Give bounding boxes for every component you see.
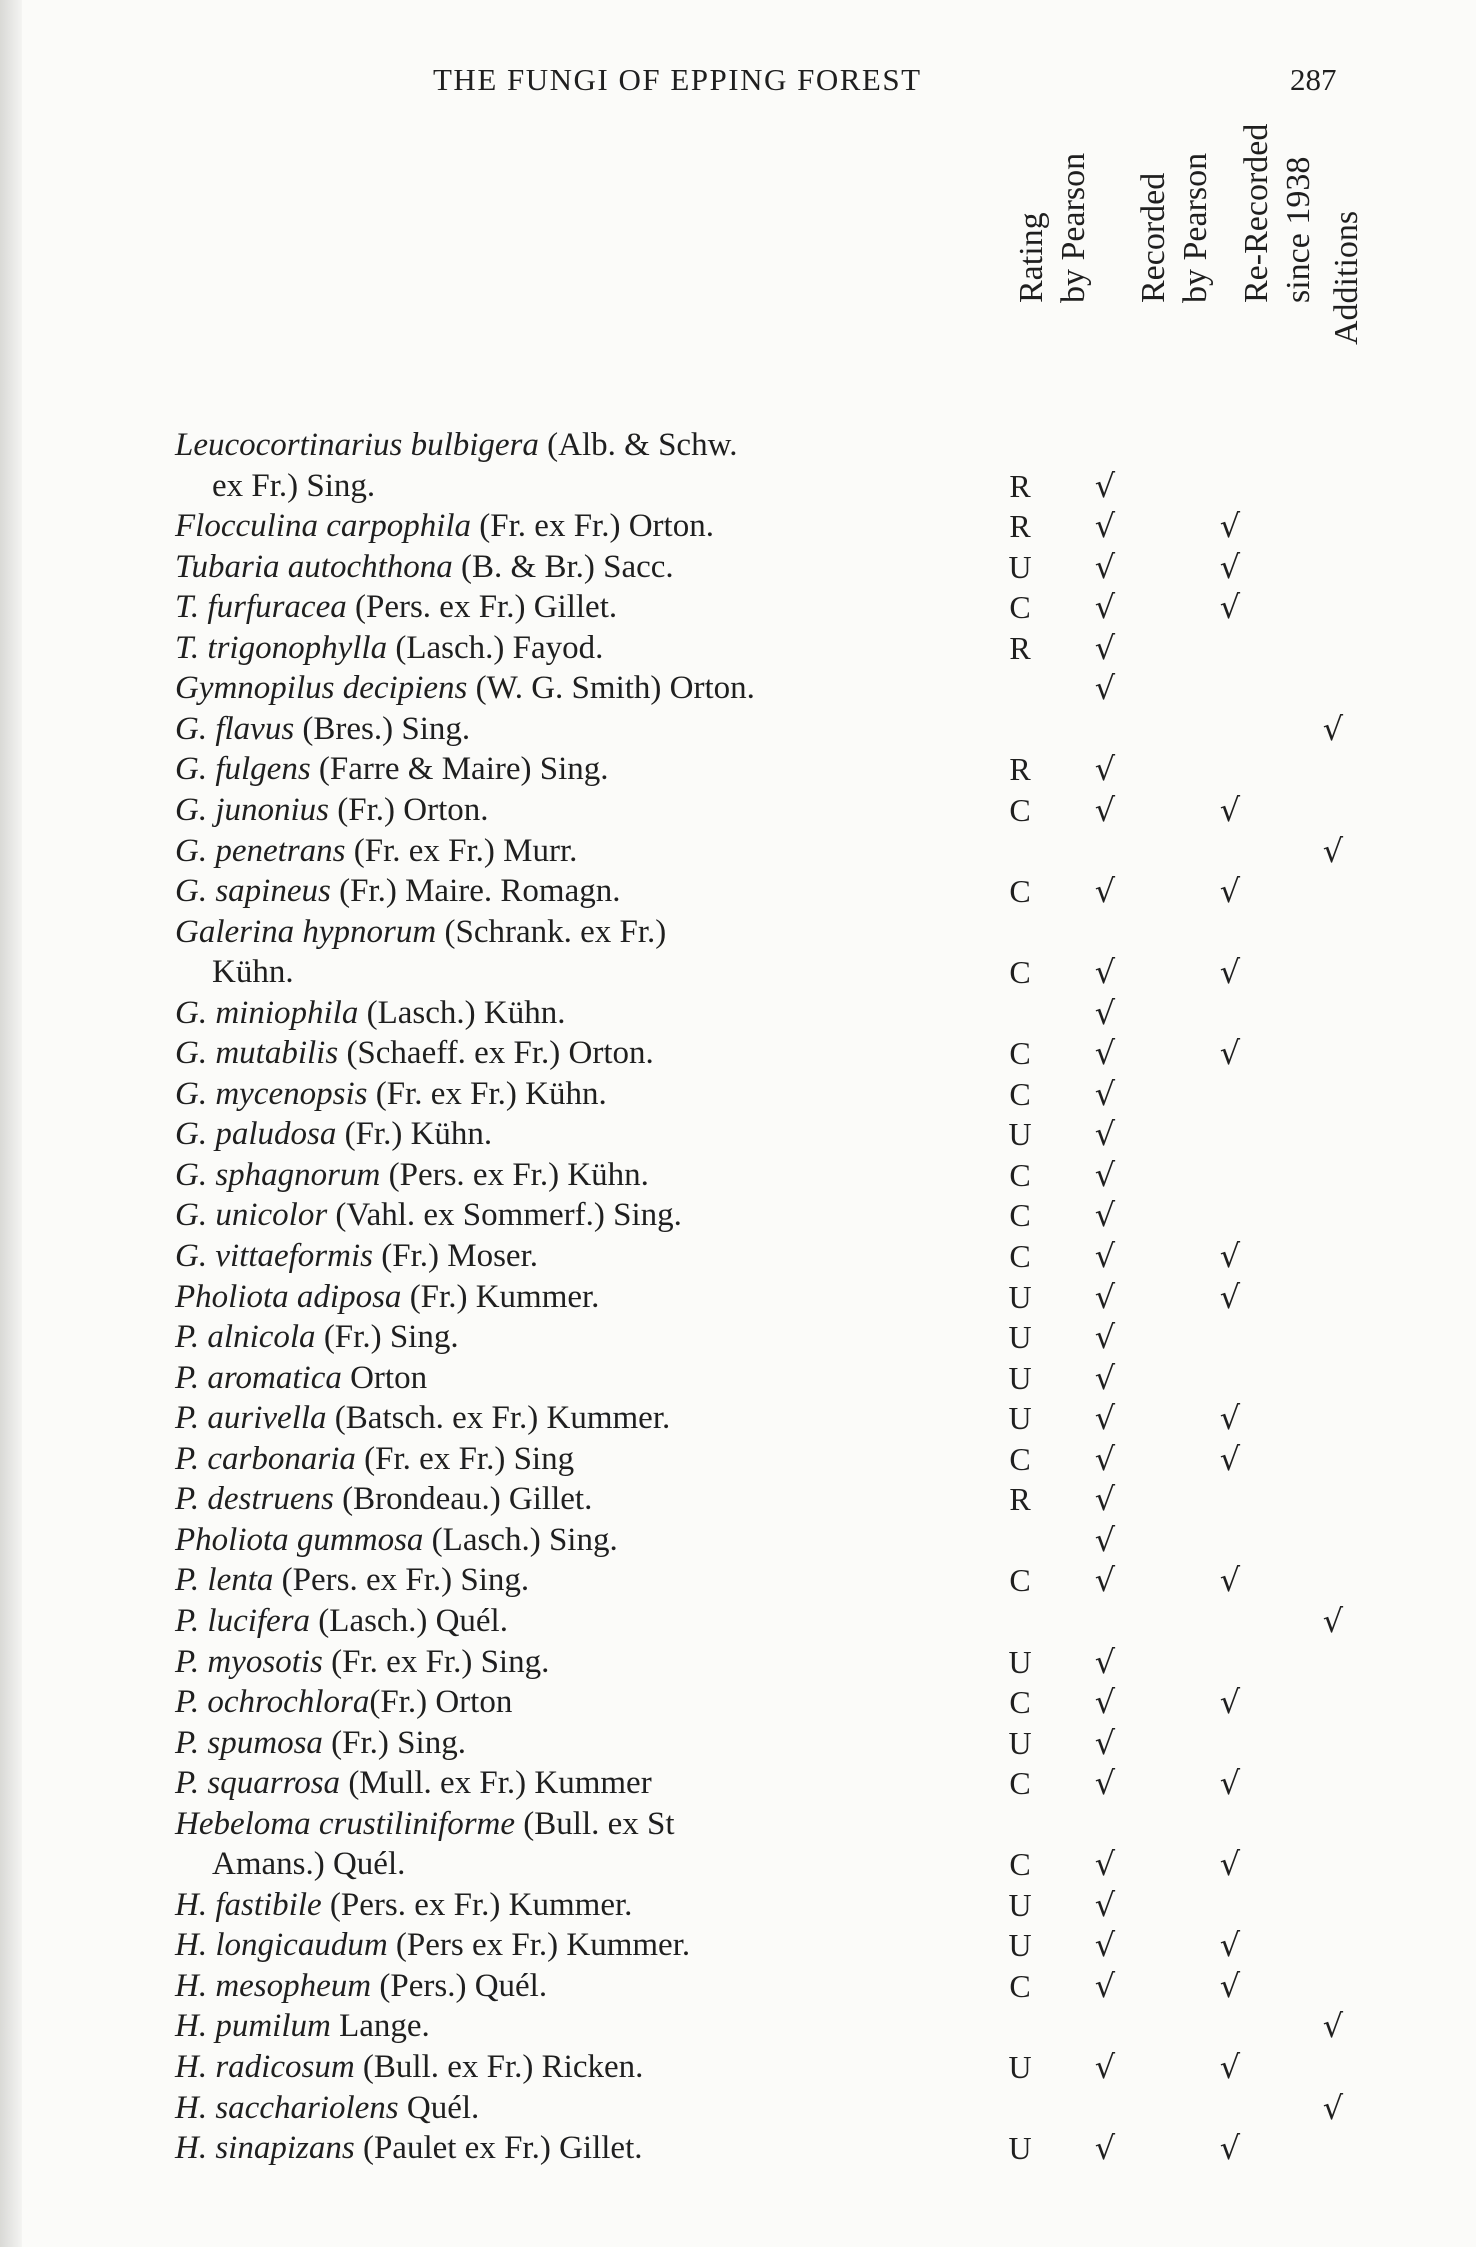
species-row bbox=[0, 1560, 1476, 1600]
species-name bbox=[175, 628, 603, 668]
recorded-tick-mark: √ bbox=[1094, 588, 1116, 626]
recorded-tick-mark: √ bbox=[1094, 1359, 1116, 1397]
species-authority: (Fr.) Kühn. bbox=[336, 1116, 493, 1152]
species-name bbox=[175, 1601, 508, 1641]
rating-value: U bbox=[1008, 549, 1032, 585]
rating-value: C bbox=[1009, 1684, 1031, 1720]
addition-tick-mark: √ bbox=[1322, 2007, 1344, 2045]
species-binomial: P. lenta bbox=[175, 1562, 274, 1598]
species-authority: (Fr.) Orton. bbox=[329, 792, 489, 828]
column-header-recorded bbox=[1085, 152, 1214, 387]
species-row bbox=[0, 749, 1476, 789]
recorded-tick-mark: √ bbox=[1094, 791, 1116, 829]
species-binomial: G. miniophila bbox=[175, 995, 359, 1031]
species-row bbox=[0, 1398, 1476, 1438]
recorded-tick-mark: √ bbox=[1094, 1440, 1116, 1478]
species-name bbox=[175, 1642, 549, 1682]
column-header-rerecorded-label: Re-Recorded since 1938 bbox=[1238, 123, 1317, 303]
rating-value: U bbox=[1008, 1116, 1032, 1152]
species-authority: (Fr. ex Fr.) Orton. bbox=[471, 508, 714, 544]
species-binomial: H. radicosum bbox=[175, 2049, 355, 2085]
species-row bbox=[0, 912, 1476, 952]
species-binomial: G. mutabilis bbox=[175, 1035, 339, 1071]
species-row bbox=[0, 506, 1476, 546]
species-row bbox=[0, 587, 1476, 627]
rerecorded-tick-mark: √ bbox=[1219, 1561, 1241, 1599]
rerecorded-tick-mark: √ bbox=[1219, 1967, 1241, 2005]
recorded-tick-mark: √ bbox=[1094, 953, 1116, 991]
species-name bbox=[175, 506, 714, 546]
column-header-rating-label: Rating by Pearson bbox=[1013, 152, 1092, 303]
addition-tick-mark: √ bbox=[1322, 1602, 1344, 1640]
addition-tick-mark: √ bbox=[1322, 2089, 1344, 2127]
species-binomial: G. vittaeformis bbox=[175, 1238, 373, 1274]
rerecorded-tick-mark: √ bbox=[1219, 1399, 1241, 1437]
addition-tick-mark: √ bbox=[1322, 832, 1344, 870]
species-authority: (Batsch. ex Fr.) Kummer. bbox=[326, 1400, 671, 1436]
rating-value: C bbox=[1009, 1076, 1031, 1112]
species-authority: (Schaeff. ex Fr.) Orton. bbox=[338, 1035, 654, 1071]
rating-value: R bbox=[1009, 1481, 1031, 1517]
species-name bbox=[212, 1844, 405, 1884]
rating-value: U bbox=[1008, 2130, 1032, 2166]
rating-value: C bbox=[1009, 589, 1031, 625]
species-name bbox=[175, 1277, 599, 1317]
recorded-tick-mark: √ bbox=[1094, 1561, 1116, 1599]
recorded-tick-mark: √ bbox=[1094, 1683, 1116, 1721]
species-row bbox=[0, 790, 1476, 830]
recorded-tick-mark: √ bbox=[1094, 1724, 1116, 1762]
species-authority: (Lasch.) Sing. bbox=[423, 1522, 618, 1558]
rating-value: C bbox=[1009, 1441, 1031, 1477]
recorded-tick-mark: √ bbox=[1094, 467, 1116, 505]
rating-value: C bbox=[1009, 1238, 1031, 1274]
rating-value: C bbox=[1009, 1197, 1031, 1233]
species-authority: (Pers. ex Fr.) Kühn. bbox=[380, 1157, 649, 1193]
species-row bbox=[0, 1317, 1476, 1357]
recorded-tick-mark: √ bbox=[1094, 1318, 1116, 1356]
species-name bbox=[175, 1074, 607, 1114]
recorded-tick-mark: √ bbox=[1094, 1967, 1116, 2005]
recorded-tick-mark: √ bbox=[1094, 1196, 1116, 1234]
species-authority: (Lasch.) Quél. bbox=[310, 1603, 508, 1639]
rerecorded-tick-mark: √ bbox=[1219, 1278, 1241, 1316]
column-header-rating bbox=[963, 152, 1092, 387]
recorded-tick-mark: √ bbox=[1094, 994, 1116, 1032]
species-row bbox=[0, 1763, 1476, 1803]
species-name bbox=[175, 1155, 649, 1195]
column-header-rerecorded bbox=[1188, 123, 1317, 387]
species-row bbox=[0, 628, 1476, 668]
species-row bbox=[0, 871, 1476, 911]
species-name bbox=[175, 1520, 618, 1560]
species-binomial: P. squarrosa bbox=[175, 1765, 341, 1801]
species-binomial: Hebeloma crustiliniforme bbox=[175, 1806, 516, 1842]
rating-value: U bbox=[1008, 1319, 1032, 1355]
species-binomial: P. carbonaria bbox=[175, 1441, 356, 1477]
species-name bbox=[175, 709, 470, 749]
species-row bbox=[0, 668, 1476, 708]
species-authority: (W. G. Smith) Orton. bbox=[467, 670, 755, 706]
rerecorded-tick-mark: √ bbox=[1219, 1683, 1241, 1721]
species-authority: (Farre & Maire) Sing. bbox=[310, 751, 609, 787]
recorded-tick-mark: √ bbox=[1094, 1643, 1116, 1681]
species-name-continuation: Amans.) Quél. bbox=[212, 1846, 406, 1882]
species-row bbox=[0, 709, 1476, 749]
species-name bbox=[175, 1966, 547, 2006]
species-binomial: H. fastibile bbox=[175, 1887, 322, 1923]
species-row bbox=[0, 1439, 1476, 1479]
species-name bbox=[175, 912, 666, 952]
species-binomial: T. trigonophylla bbox=[175, 630, 388, 666]
species-row bbox=[0, 1358, 1476, 1398]
rerecorded-tick-mark: √ bbox=[1219, 791, 1241, 829]
species-binomial: Tubaria autochthona bbox=[175, 549, 453, 585]
species-row bbox=[0, 2088, 1476, 2128]
species-name bbox=[175, 2047, 643, 2087]
species-row bbox=[0, 1682, 1476, 1722]
recorded-tick-mark: √ bbox=[1094, 507, 1116, 545]
species-name bbox=[175, 1358, 427, 1398]
species-name bbox=[175, 1804, 675, 1844]
species-name bbox=[175, 1723, 466, 1763]
recorded-tick-mark: √ bbox=[1094, 548, 1116, 586]
species-row bbox=[0, 1804, 1476, 1844]
rating-value: C bbox=[1009, 1157, 1031, 1193]
rerecorded-tick-mark: √ bbox=[1219, 588, 1241, 626]
rating-value: C bbox=[1009, 1562, 1031, 1598]
species-name bbox=[175, 1114, 492, 1154]
species-binomial: Leucocortinarius bulbigera bbox=[175, 427, 539, 463]
species-name bbox=[175, 790, 489, 830]
recorded-tick-mark: √ bbox=[1094, 1156, 1116, 1194]
species-name bbox=[175, 587, 617, 627]
species-binomial: P. aurivella bbox=[175, 1400, 327, 1436]
species-name bbox=[212, 466, 375, 506]
species-name bbox=[175, 2006, 430, 2046]
species-authority: (Bres.) Sing. bbox=[294, 711, 471, 747]
species-name bbox=[175, 1033, 654, 1073]
species-name bbox=[175, 425, 738, 465]
species-name bbox=[175, 993, 565, 1033]
rerecorded-tick-mark: √ bbox=[1219, 1926, 1241, 1964]
rating-value: U bbox=[1008, 1927, 1032, 1963]
recorded-tick-mark: √ bbox=[1094, 1399, 1116, 1437]
rating-value: C bbox=[1009, 1035, 1031, 1071]
species-name bbox=[175, 1885, 632, 1925]
rerecorded-tick-mark: √ bbox=[1219, 1845, 1241, 1883]
species-binomial: G. mycenopsis bbox=[175, 1076, 368, 1112]
species-binomial: P. ochrochlora bbox=[175, 1684, 370, 1720]
species-name bbox=[175, 1317, 459, 1357]
species-authority: (Bull. ex Fr.) Ricken. bbox=[354, 2049, 644, 2085]
species-binomial: G. penetrans bbox=[175, 833, 346, 869]
rerecorded-tick-mark: √ bbox=[1219, 1034, 1241, 1072]
rating-value: R bbox=[1009, 468, 1031, 504]
species-name bbox=[175, 1398, 670, 1438]
recorded-tick-mark: √ bbox=[1094, 1480, 1116, 1518]
species-row bbox=[0, 952, 1476, 992]
rating-value: U bbox=[1008, 1644, 1032, 1680]
species-binomial: Gymnopilus decipiens bbox=[175, 670, 468, 706]
species-authority: (Pers.) Quél. bbox=[371, 1968, 548, 2004]
species-row bbox=[0, 1195, 1476, 1235]
running-title: THE FUNGI OF EPPING FOREST bbox=[433, 62, 922, 97]
species-authority: (Fr.) Orton bbox=[369, 1684, 513, 1720]
species-name-continuation: Kühn. bbox=[212, 954, 294, 990]
species-binomial: P. alnicola bbox=[175, 1319, 316, 1355]
recorded-tick-mark: √ bbox=[1094, 629, 1116, 667]
species-binomial: P. spumosa bbox=[175, 1725, 323, 1761]
column-header-additions bbox=[1278, 187, 1374, 387]
species-authority: (Pers ex Fr.) Kummer. bbox=[387, 1927, 691, 1963]
recorded-tick-mark: √ bbox=[1094, 1764, 1116, 1802]
rating-value: C bbox=[1009, 1968, 1031, 2004]
species-authority: (Alb. & Schw. bbox=[538, 427, 738, 463]
species-binomial: P. destruens bbox=[175, 1481, 334, 1517]
rating-value: U bbox=[1008, 2049, 1032, 2085]
rerecorded-tick-mark: √ bbox=[1219, 548, 1241, 586]
column-header-additions-label: Additions bbox=[1328, 210, 1365, 345]
recorded-tick-mark: √ bbox=[1094, 1075, 1116, 1113]
species-name bbox=[175, 1682, 512, 1722]
species-binomial: G. sapineus bbox=[175, 873, 331, 909]
species-authority: (Fr.) Kummer. bbox=[401, 1279, 600, 1315]
rerecorded-tick-mark: √ bbox=[1219, 1440, 1241, 1478]
species-authority: (Mull. ex Fr.) Kummer bbox=[340, 1765, 652, 1801]
species-authority: (Lasch.) Fayod. bbox=[387, 630, 604, 666]
rerecorded-tick-mark: √ bbox=[1219, 2129, 1241, 2167]
species-binomial: Pholiota adiposa bbox=[175, 1279, 402, 1315]
species-binomial: H. longicaudum bbox=[175, 1927, 388, 1963]
species-binomial: H. mesopheum bbox=[175, 1968, 372, 2004]
species-name bbox=[212, 952, 294, 992]
rating-value: C bbox=[1009, 954, 1031, 990]
species-row bbox=[0, 1155, 1476, 1195]
species-row bbox=[0, 1642, 1476, 1682]
species-row bbox=[0, 1277, 1476, 1317]
species-authority: (Fr.) Moser. bbox=[372, 1238, 538, 1274]
species-row bbox=[0, 2047, 1476, 2087]
species-name bbox=[175, 668, 755, 708]
species-row bbox=[0, 1236, 1476, 1276]
rating-value: U bbox=[1008, 1725, 1032, 1761]
rating-value: U bbox=[1008, 1887, 1032, 1923]
species-row bbox=[0, 993, 1476, 1033]
column-header-recorded-label: Recorded by Pearson bbox=[1135, 152, 1214, 303]
recorded-tick-mark: √ bbox=[1094, 669, 1116, 707]
running-head bbox=[0, 62, 1476, 102]
recorded-tick-mark: √ bbox=[1094, 1521, 1116, 1559]
species-authority: (Pers. ex Fr.) Gillet. bbox=[346, 589, 618, 625]
recorded-tick-mark: √ bbox=[1094, 1886, 1116, 1924]
species-authority: (Schrank. ex Fr.) bbox=[436, 914, 667, 950]
species-row bbox=[0, 1723, 1476, 1763]
species-authority: (B. & Br.) Sacc. bbox=[452, 549, 674, 585]
species-authority: (Lasch.) Kühn. bbox=[358, 995, 566, 1031]
species-binomial: Galerina hypnorum bbox=[175, 914, 437, 950]
species-name bbox=[175, 871, 620, 911]
species-name bbox=[175, 1560, 529, 1600]
species-row bbox=[0, 547, 1476, 587]
species-name-continuation: ex Fr.) Sing. bbox=[212, 468, 376, 504]
species-binomial: Flocculina carpophila bbox=[175, 508, 472, 544]
species-name bbox=[175, 2128, 643, 2168]
species-authority: (Fr.) Sing. bbox=[315, 1319, 459, 1355]
rerecorded-tick-mark: √ bbox=[1219, 507, 1241, 545]
species-name bbox=[175, 2088, 479, 2128]
species-row bbox=[0, 831, 1476, 871]
species-binomial: P. lucifera bbox=[175, 1603, 311, 1639]
species-row bbox=[0, 2006, 1476, 2046]
species-name bbox=[175, 1479, 592, 1519]
species-row bbox=[0, 1844, 1476, 1884]
rerecorded-tick-mark: √ bbox=[1219, 2048, 1241, 2086]
species-authority: (Fr. ex Fr.) Sing bbox=[355, 1441, 575, 1477]
species-name bbox=[175, 1195, 682, 1235]
species-binomial: H. sacchariolens bbox=[175, 2090, 399, 2126]
rerecorded-tick-mark: √ bbox=[1219, 1764, 1241, 1802]
rating-value: C bbox=[1009, 792, 1031, 828]
recorded-tick-mark: √ bbox=[1094, 2129, 1116, 2167]
recorded-tick-mark: √ bbox=[1094, 750, 1116, 788]
addition-tick-mark: √ bbox=[1322, 710, 1344, 748]
rating-value: R bbox=[1009, 630, 1031, 666]
species-name bbox=[175, 749, 609, 789]
recorded-tick-mark: √ bbox=[1094, 1278, 1116, 1316]
rating-value: C bbox=[1009, 1765, 1031, 1801]
rating-value: C bbox=[1009, 1846, 1031, 1882]
species-binomial: T. furfuracea bbox=[175, 589, 347, 625]
species-binomial: P. aromatica bbox=[175, 1360, 342, 1396]
species-row bbox=[0, 1479, 1476, 1519]
species-binomial: G. paludosa bbox=[175, 1116, 337, 1152]
rating-value: U bbox=[1008, 1400, 1032, 1436]
species-binomial: P. myosotis bbox=[175, 1644, 323, 1680]
species-name bbox=[175, 1236, 538, 1276]
species-authority: Orton bbox=[341, 1360, 428, 1396]
species-binomial: H. sinapizans bbox=[175, 2130, 355, 2166]
species-row bbox=[0, 466, 1476, 506]
recorded-tick-mark: √ bbox=[1094, 1926, 1116, 1964]
species-name bbox=[175, 1439, 574, 1479]
rerecorded-tick-mark: √ bbox=[1219, 953, 1241, 991]
species-row bbox=[0, 1114, 1476, 1154]
species-authority: (Bull. ex St bbox=[515, 1806, 675, 1842]
rating-value: C bbox=[1009, 873, 1031, 909]
recorded-tick-mark: √ bbox=[1094, 1237, 1116, 1275]
species-row bbox=[0, 1601, 1476, 1641]
rating-value: R bbox=[1009, 751, 1031, 787]
species-binomial: H. pumilum bbox=[175, 2008, 331, 2044]
recorded-tick-mark: √ bbox=[1094, 1845, 1116, 1883]
species-row bbox=[0, 425, 1476, 465]
species-row bbox=[0, 1520, 1476, 1560]
species-authority: Quél. bbox=[398, 2090, 480, 2126]
species-binomial: G. junonius bbox=[175, 792, 330, 828]
recorded-tick-mark: √ bbox=[1094, 872, 1116, 910]
species-binomial: G. unicolor bbox=[175, 1197, 328, 1233]
species-authority: (Fr. ex Fr.) Kühn. bbox=[367, 1076, 607, 1112]
species-authority: (Fr.) Sing. bbox=[322, 1725, 466, 1761]
species-authority: (Fr. ex Fr.) Sing. bbox=[322, 1644, 550, 1680]
rerecorded-tick-mark: √ bbox=[1219, 872, 1241, 910]
species-authority: (Pers. ex Fr.) Sing. bbox=[273, 1562, 530, 1598]
species-binomial: G. sphagnorum bbox=[175, 1157, 381, 1193]
species-row bbox=[0, 2128, 1476, 2168]
rating-value: U bbox=[1008, 1279, 1032, 1315]
species-authority: (Paulet ex Fr.) Gillet. bbox=[354, 2130, 643, 2166]
page-number: 287 bbox=[1290, 62, 1337, 97]
species-name bbox=[175, 547, 674, 587]
species-authority: (Fr. ex Fr.) Murr. bbox=[345, 833, 578, 869]
species-binomial: Pholiota gummosa bbox=[175, 1522, 424, 1558]
rerecorded-tick-mark: √ bbox=[1219, 1237, 1241, 1275]
species-name bbox=[175, 1763, 652, 1803]
species-row bbox=[0, 1033, 1476, 1073]
recorded-tick-mark: √ bbox=[1094, 1115, 1116, 1153]
species-binomial: G. fulgens bbox=[175, 751, 311, 787]
species-authority: (Brondeau.) Gillet. bbox=[333, 1481, 593, 1517]
species-row bbox=[0, 1885, 1476, 1925]
species-name bbox=[175, 831, 577, 871]
species-row bbox=[0, 1925, 1476, 1965]
species-name bbox=[175, 1925, 690, 1965]
species-authority: (Vahl. ex Sommerf.) Sing. bbox=[327, 1197, 682, 1233]
species-binomial: G. flavus bbox=[175, 711, 295, 747]
species-authority: (Fr.) Maire. Romagn. bbox=[330, 873, 621, 909]
rating-value: U bbox=[1008, 1360, 1032, 1396]
species-row bbox=[0, 1966, 1476, 2006]
rating-value: R bbox=[1009, 508, 1031, 544]
species-authority: Lange. bbox=[330, 2008, 430, 2044]
recorded-tick-mark: √ bbox=[1094, 1034, 1116, 1072]
species-authority: (Pers. ex Fr.) Kummer. bbox=[321, 1887, 633, 1923]
species-row bbox=[0, 1074, 1476, 1114]
recorded-tick-mark: √ bbox=[1094, 2048, 1116, 2086]
